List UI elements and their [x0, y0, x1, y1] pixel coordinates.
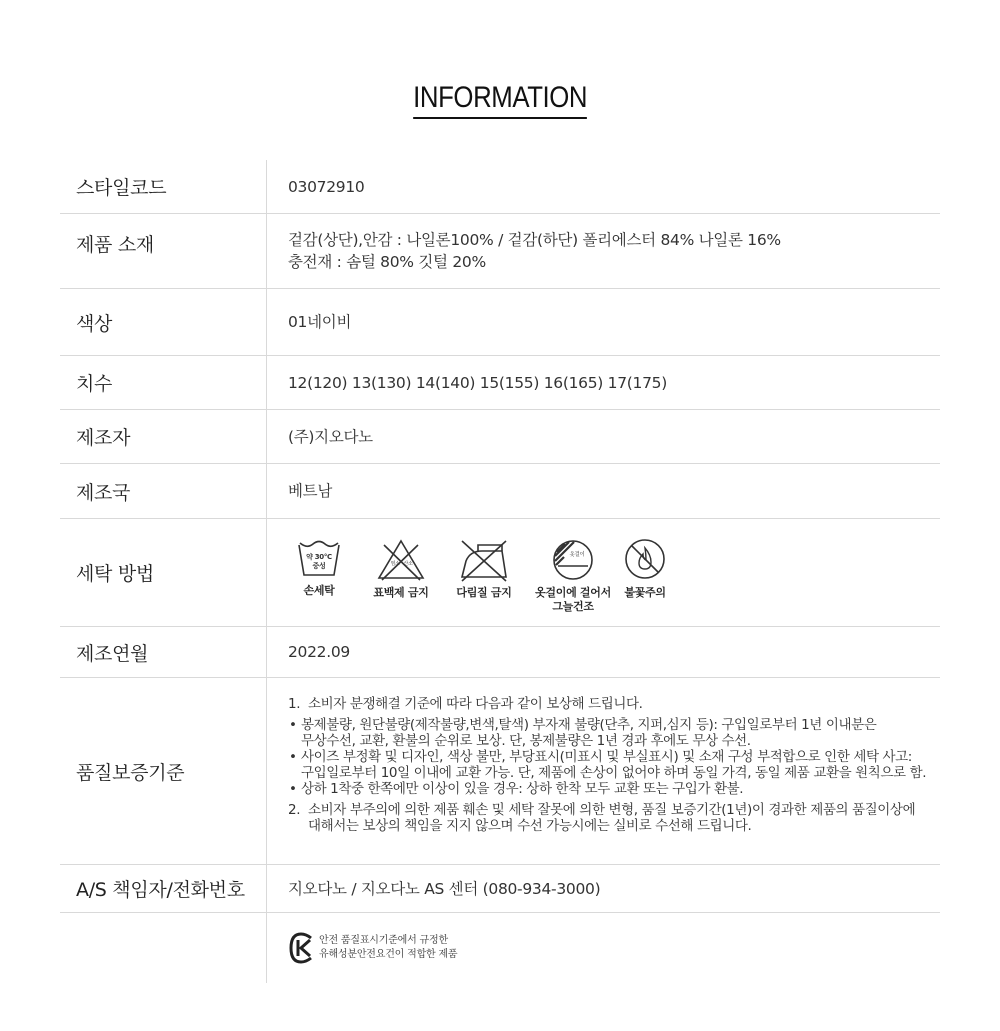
- info-table: [60, 160, 940, 983]
- country-value: 베트남: [288, 482, 333, 500]
- no-fire-label: 불꽃주의: [624, 586, 666, 599]
- material-label: 제품 소재: [60, 214, 267, 288]
- wash-item-hand-wash: [286, 537, 352, 598]
- kc-certification: [289, 932, 940, 964]
- no-iron-label: 다림질 금지: [456, 586, 512, 599]
- hang-dry-label-line-2: 그늘건조: [552, 600, 594, 613]
- wash-item-no-iron: [444, 537, 524, 600]
- hand-wash-label: 손세탁: [303, 584, 335, 597]
- quality-label: 품질보증기준: [60, 678, 267, 864]
- manufacturer-label: 제조자: [60, 410, 267, 463]
- row-material: [60, 214, 940, 289]
- manufacturer-value: (주)지오다노: [288, 427, 373, 446]
- quality-item-1: 1. 소비자 분쟁해결 기준에 따라 다음과 같이 보상해 드립니다.: [288, 696, 643, 712]
- row-style-code: [60, 160, 940, 214]
- material-line-2: 충전재 : 솜털 80% 깃털 20%: [288, 253, 486, 271]
- no-bleach-chlorine-text: 염소: [390, 561, 400, 567]
- no-bleach-icon: [376, 537, 426, 583]
- washing-value: [267, 519, 940, 626]
- date-value: 2022.09: [288, 643, 350, 661]
- wash-item-hang-dry: [526, 537, 620, 614]
- kc-text: [319, 934, 457, 962]
- hand-wash-icon: [296, 537, 342, 581]
- style-code-label: 스타일코드: [60, 160, 267, 213]
- hang-dry-label: [535, 586, 611, 614]
- country-label: 제조국: [60, 464, 267, 518]
- material-value: [267, 214, 940, 288]
- hang-dry-shade-icon: [550, 537, 596, 583]
- row-quality: [60, 678, 940, 865]
- color-label: 색상: [60, 289, 267, 355]
- kc-mark-icon: [289, 932, 315, 964]
- quality-bullet-2: • 사이즈 부정확 및 디자인, 색상 불만, 부당표시(미표시 및 부실표시) 및 소재 구성 부적합으로 인한 세탁 사고: 구입일로부터 10일 이내에 교환 가능. 단, 제품에 손상이 없어야 하며 동일 가격, 동일 제품 교환을 원칙으로 함.: [289, 749, 927, 781]
- information-heading: INFORMATION: [413, 80, 587, 119]
- washing-icons: [286, 533, 940, 614]
- no-bleach-label: 표백제 금지: [373, 586, 429, 599]
- kc-label-empty: [60, 913, 267, 983]
- quality-item-2: 2. 소비자 부주의에 의한 제품 훼손 및 세탁 잘못에 의한 변형, 품질 보증기간(1년)이 경과한 제품의 품질이상에 대해서는 보상의 책임을 지지 않으며 수선 가능시에는 실비로 수선해 드립니다.: [288, 802, 916, 834]
- quality-bullet-3: • 상하 1착중 한쪽에만 이상이 있을 경우: 상하 한착 모두 교환 또는 구입가 환불.: [289, 781, 744, 797]
- quality-bullet-1: • 봉제불량, 원단불량(제작불량,변색,탈색) 부자재 불량(단추, 지퍼,심지 등): 구입일로부터 1년 이내분은 무상수선, 교환, 환불의 순위로 보상. 단, 봉제불량은 1년 경과 후에도 무상 수선.: [289, 717, 877, 749]
- as-label: A/S 책임자/전화번호: [60, 865, 267, 912]
- size-value: 12(120) 13(130) 14(140) 15(155) 16(165) 17(175): [288, 373, 667, 392]
- date-label: 제조연월: [60, 627, 267, 677]
- row-date: [60, 627, 940, 678]
- row-color: [60, 289, 940, 356]
- row-washing: [60, 519, 940, 627]
- hand-wash-neutral-text: 중성: [312, 562, 326, 570]
- no-bleach-oxygen-text: 산소: [403, 561, 413, 567]
- page-title: [0, 80, 1000, 119]
- kc-text-line-2: 유해성분안전요건이 적합한 제품: [319, 949, 458, 960]
- row-country: [60, 464, 940, 519]
- style-code-value: 03072910: [288, 177, 365, 196]
- hang-dry-hanger-text: 옷걸이: [569, 552, 585, 558]
- hang-dry-label-line-1: 옷걸이에 걸어서: [535, 586, 611, 599]
- no-iron-icon: [458, 537, 510, 583]
- row-size: [60, 356, 940, 410]
- wash-item-no-fire: [616, 537, 674, 600]
- size-label: 치수: [60, 356, 267, 409]
- material-line-1: 겉감(상단),안감 : 나일론100% / 겉감(하단) 폴리에스터 84% 나일론 16%: [288, 231, 781, 249]
- as-value: 지오다노 / 지오다노 AS 센터 (080-934-3000): [288, 879, 601, 898]
- no-fire-icon: [622, 537, 668, 583]
- row-as: [60, 865, 940, 913]
- kc-value: [267, 913, 940, 983]
- color-value: 01네이비: [288, 313, 352, 331]
- quality-value: [267, 678, 940, 864]
- hand-wash-temp-text: 약 30°C: [306, 553, 332, 561]
- kc-text-line-1: 안전 품질표시기준에서 규정한: [319, 935, 448, 946]
- wash-item-no-bleach: [360, 537, 442, 600]
- row-manufacturer: [60, 410, 940, 464]
- washing-label: 세탁 방법: [60, 519, 267, 626]
- row-kc: [60, 913, 940, 983]
